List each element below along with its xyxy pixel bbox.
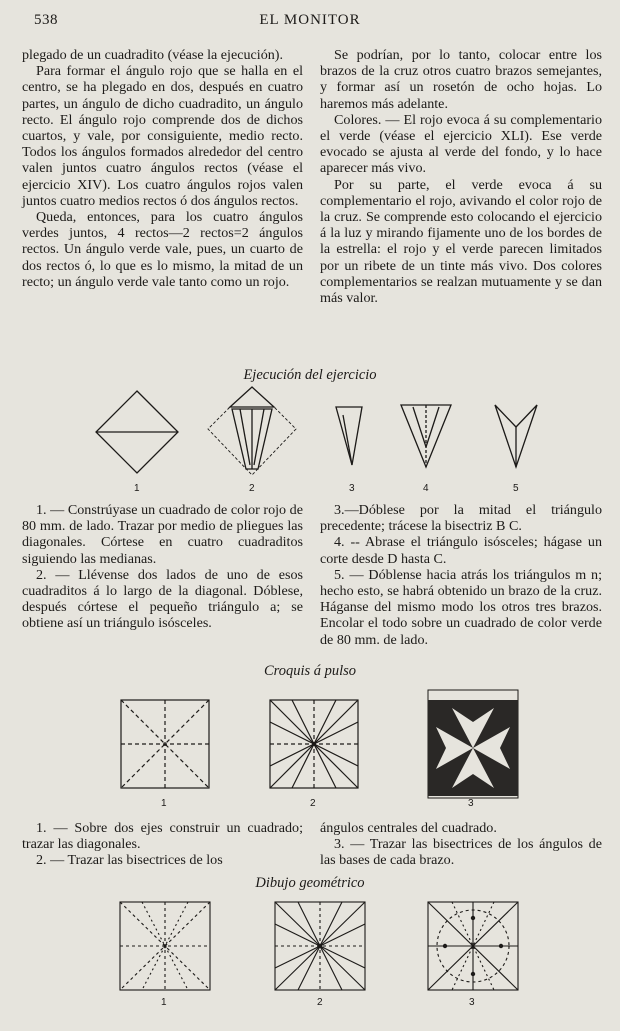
paragraph: 1. — Constrúyase un cuadrado de color rojo de 80 mm. de lado. Trazar por medio de pliegues las diagonales. Córtese en cuatro cuadraditos siguiendo las medianas.: [22, 502, 303, 567]
page-number: 538: [34, 12, 58, 28]
figure-number: 1: [161, 798, 167, 809]
croquis-left-column: [22, 820, 303, 869]
paragraph: Queda, entonces, para los cuatro ángulos verdes juntos, 4 rectos—2 rectos=2 ángulos rectos. Un ángulo verde vale, pues, un cuarto de dos rectos ó, lo que es lo mismo, la mitad de un recto; un ángulo verde vale tanto como un rojo.: [22, 209, 303, 290]
fig2-top-triangle: [230, 387, 274, 407]
fig3-bisector: [343, 415, 352, 465]
paragraph: Por su parte, el verde evoca á su complementario el rojo, avivando el color rojo de la cruz. Se comprende esto colocando el ejercicio á la luz y mirando fijamente uno de los bordes de la estrella: el rojo y el verde parecen limitados por un ribete de un tinte más vivo. Dos colores complementarios se realzan mutuamente y se dan más valor.: [320, 176, 602, 307]
paragraph: ángulos centrales del cuadrado.: [320, 820, 497, 836]
paragraph: 3.—Dóblese por la mitad el triángulo precedente; trácese la bisectriz B C.: [320, 502, 602, 535]
section-title-ejecucion: Ejecución del ejercicio: [243, 367, 377, 383]
croquis-right-column: [320, 820, 602, 869]
fig3-triangle: [336, 407, 362, 465]
figure-number: 2: [317, 997, 323, 1008]
paragraph: 2. — Trazar las bisectrices de los: [36, 852, 223, 869]
paragraph: Para formar el ángulo rojo que se halla en el centro, se ha plegado en dos, después en cuatro partes, un ángulo de dicho cuadradito, un ángulo recto. El ángulo rojo comprende dos de dichos cuartos, y vale, por consiguiente, medio recto. Todos los ángulos formados alrededor del centro valen juntos cuatro ángulos rectos (véase el ejercicio XIV). Los cuatro ángulos rojos valen juntos cuatro medios rectos ó dos ángulos rectos.: [22, 63, 303, 209]
paragraph: 2. — Llévense dos lados de uno de esos cuadraditos á lo largo de la diagonal. Dóblese, después córtese el pequeño triángulo a; se obtiene así un triángulo isósceles.: [22, 566, 303, 632]
page-header: [22, 12, 598, 32]
figure-number: 1: [134, 483, 140, 494]
figure-number: 2: [310, 798, 316, 809]
figure-number: 2: [249, 483, 255, 494]
running-title: EL MONITOR: [259, 12, 361, 28]
fig2-crease: [254, 409, 264, 465]
top-right-column: [320, 47, 602, 306]
paragraph: Colores. — El rojo evoca á su complementario el verde (véase el ejercicio XLI). Ese verde evocado se ajusta al verde del fondo, y lo hace aparecer más vivo.: [320, 111, 602, 177]
geometric-figures: [0, 898, 620, 1008]
instructions-right-column: [320, 502, 602, 648]
paragraph: 1. — Sobre dos ejes construir un cuadrado; trazar las diagonales.: [22, 820, 303, 853]
instructions-left-column: [22, 502, 303, 632]
paragraph: 3. — Trazar las bisectrices de los ángulos de las bases de cada brazo.: [320, 836, 602, 869]
section-title-croquis: Croquis á pulso: [263, 663, 357, 679]
paragraph: 4. -- Abrase el triángulo isósceles; hágase un corte desde D hasta C.: [320, 534, 602, 567]
paragraph: Se podrían, por lo tanto, colocar entre los brazos de la cruz otros cuatro brazos semejantes, y formar así un rosetón de ocho hojas. Lo haremos más adelante.: [320, 47, 602, 112]
figure-number: 5: [513, 483, 519, 494]
figure-number: 4: [423, 483, 429, 494]
figure-number: 3: [349, 483, 355, 494]
figure-number: 3: [469, 997, 475, 1008]
paragraph: 5. — Dóblense hacia atrás los triángulos m n; hecho esto, se habrá obtenido un brazo de la cruz. Háganse del mismo modo los otros tres brazos. Encolar el todo sobre un cuadrado de color verde de 80 mm. de lado.: [320, 566, 602, 648]
croquis-figures: [0, 688, 620, 813]
section-title-dibujo: Dibujo geométrico: [255, 875, 365, 891]
execution-figures: [0, 385, 620, 495]
paragraph: plegado de un cuadradito (véase la ejecución).: [22, 47, 284, 63]
figure-number: 1: [161, 997, 167, 1008]
fig2-crease: [240, 409, 250, 465]
figure-number: 3: [468, 798, 474, 809]
top-left-column: [22, 47, 303, 290]
